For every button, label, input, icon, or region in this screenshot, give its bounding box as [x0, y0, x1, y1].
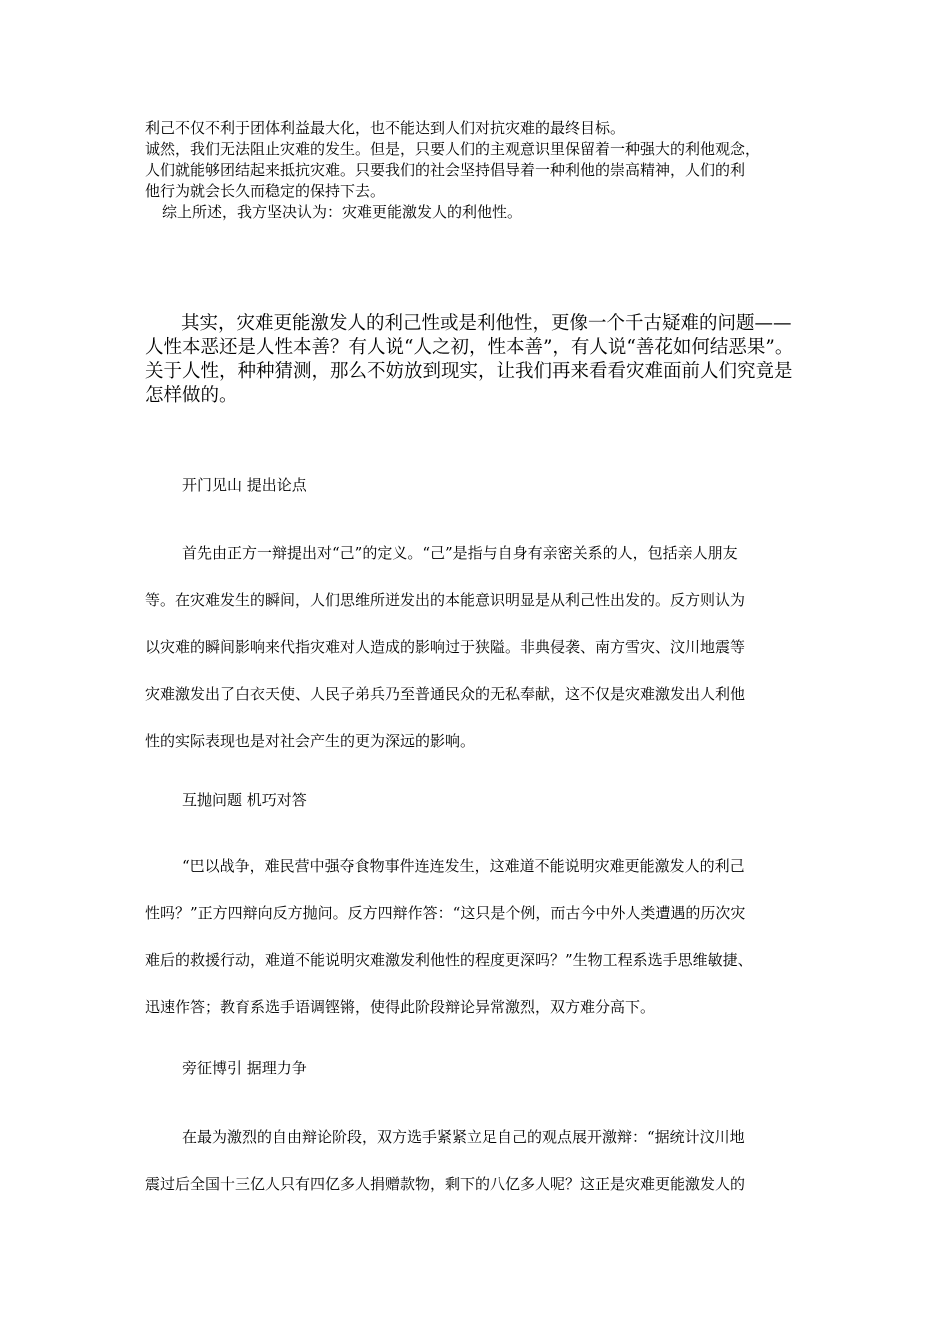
text-line: 怎样做的。: [145, 385, 238, 406]
text-line: 其实，灾难更能激发人的利己性或是利他性，更像一个千古疑难的问题——: [181, 313, 792, 334]
text-line: 迅速作答；教育系选手语调铿锵，使得此阶段辩论异常激烈，双方难分高下。: [145, 998, 656, 1016]
text-line: 以灾难的瞬间影响来代指灾难对人造成的影响过于狭隘。非典侵袭、南方雪灾、汶川地震等: [145, 638, 746, 656]
section-heading-1: 开门见山 提出论点: [182, 476, 307, 494]
section-paragraph-1: [145, 543, 815, 778]
conclusion-line: 综上所述，我方坚决认为：灾难更能激发人的利他性。: [162, 203, 523, 221]
section-paragraph-2: [145, 856, 815, 1044]
text-line: 他行为就会长久而稳定的保持下去。: [145, 182, 386, 200]
text-line: “巴以战争，难民营中强夺食物事件连连发生，这难道不能说明灾难更能激发人的利己: [182, 857, 745, 875]
text-line: 等。在灾难发生的瞬间，人们思维所迸发出的本能意识明显是从利己性出发的。反方则认为: [145, 591, 746, 609]
text-line: 首先由正方一辩提出对“己”的定义。“己”是指与自身有亲密关系的人，包括亲人朋友: [182, 544, 738, 562]
text-line: 人们就能够团结起来抵抗灾难。只要我们的社会坚持倡导着一种利他的崇高精神，人们的利: [145, 161, 746, 179]
text-line: 性吗？”正方四辩向反方抛问。反方四辩作答：“这只是个例，而古今中外人类遭遇的历次灾: [145, 904, 746, 922]
section-paragraph-3: [145, 1127, 815, 1221]
text-line: 关于人性，种种猜测，那么不妨放到现实，让我们再来看看灾难面前人们究竟是: [145, 361, 793, 382]
text-line: 灾难激发出了白衣天使、人民子弟兵乃至普通民众的无私奉献，这不仅是灾难激发出人利他: [145, 685, 746, 703]
section-heading-2: 互抛问题 机巧对答: [182, 791, 307, 809]
text-line: 难后的救援行动，难道不能说明灾难激发利他性的程度更深吗？”生物工程系选手思维敏捷、: [145, 951, 753, 969]
text-line: 诚然，我们无法阻止灾难的发生。但是，只要人们的主观意识里保留着一种强大的利他观念，: [145, 140, 761, 158]
text-line: 性的实际表现也是对社会产生的更为深远的影响。: [145, 732, 476, 750]
text-line: 在最为激烈的自由辩论阶段，双方选手紧紧立足自己的观点展开激辩：“据统计汶川地: [182, 1128, 745, 1146]
section-heading-3: 旁征博引 据理力争: [182, 1059, 307, 1077]
text-line: 利己不仅不利于团体利益最大化，也不能达到人们对抗灾难的最终目标。: [145, 119, 626, 137]
intro-paragraph: [145, 312, 815, 408]
text-line: 人性本恶还是人性本善？有人说“人之初，性本善”，有人说“善花如何结恶果”。: [145, 337, 794, 358]
text-line: 震过后全国十三亿人只有四亿多人捐赠款物，剩下的八亿多人呢？这正是灾难更能激发人的: [145, 1175, 746, 1193]
top-paragraphs: [145, 118, 815, 223]
